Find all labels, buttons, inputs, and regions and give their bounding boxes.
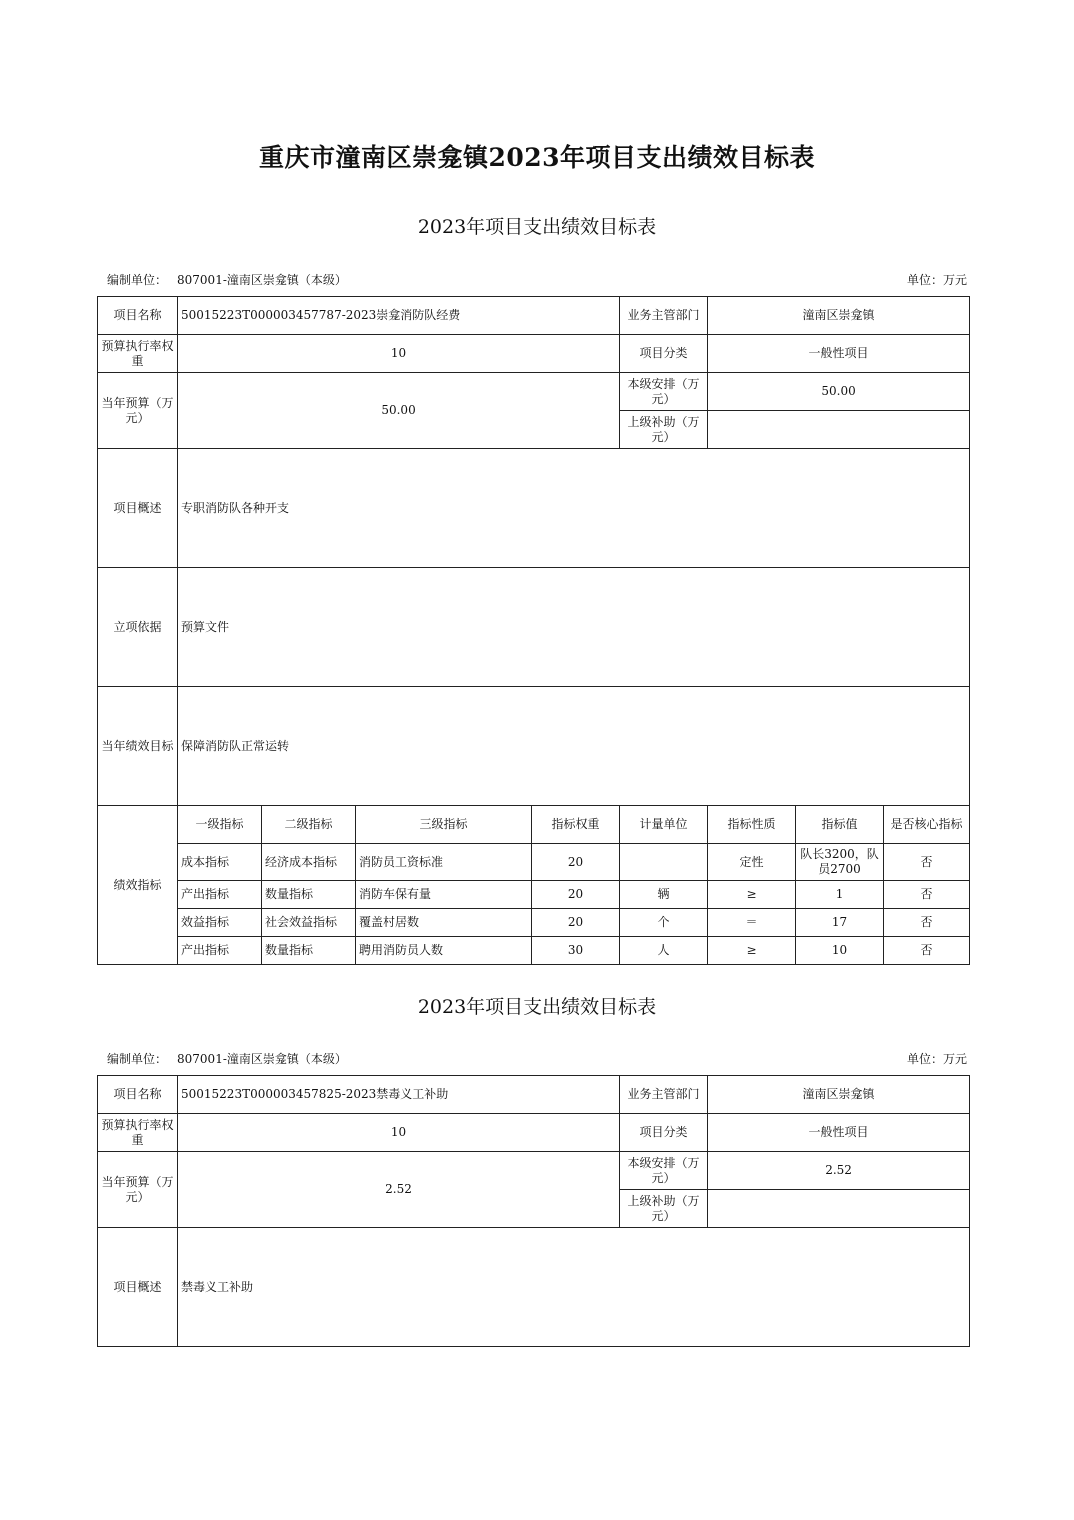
indicators-label: 绩效指标: [98, 806, 178, 965]
weight-label: 预算执行率权重: [98, 335, 178, 373]
goal: 保障消防队正常运转: [178, 687, 970, 806]
level2: 数量指标: [262, 881, 356, 909]
local-label: 本级安排（万元）: [620, 373, 708, 411]
indicator-value: 17: [796, 909, 884, 937]
indicator-row: [98, 881, 970, 909]
category: 一般性项目: [708, 335, 970, 373]
category-label: 项目分类: [620, 1114, 708, 1152]
level3: 消防员工资标准: [356, 844, 532, 881]
money-unit: 单位：万元: [906, 1052, 967, 1066]
dept-label: 业务主管部门: [620, 297, 708, 335]
measure-unit: [620, 844, 708, 881]
nature: ≥: [708, 937, 796, 965]
level1: 产出指标: [178, 881, 262, 909]
upper-label: 上级补助（万元）: [620, 1190, 708, 1228]
dept: 潼南区崇龛镇: [708, 1076, 970, 1114]
category: 一般性项目: [708, 1114, 970, 1152]
local: 2.52: [708, 1152, 970, 1190]
measure-unit: 辆: [620, 881, 708, 909]
project-name: 50015223T000003457787-2023崇龛消防队经费: [178, 297, 620, 335]
level2: 经济成本指标: [262, 844, 356, 881]
indicator-row: [98, 909, 970, 937]
unit-value: 807001-潼南区崇龛镇（本级）: [177, 1052, 347, 1066]
measure-unit: 个: [620, 909, 708, 937]
project-name-label: 项目名称: [98, 297, 178, 335]
upper: [708, 1190, 970, 1228]
meta-row: [107, 271, 967, 288]
weight-value: 20: [532, 844, 620, 881]
level3: 消防车保有量: [356, 881, 532, 909]
unit-value: 807001-潼南区崇龛镇（本级）: [177, 273, 347, 287]
dept-label: 业务主管部门: [620, 1076, 708, 1114]
indicator-row: [98, 844, 970, 881]
indicator-header: 二级指标: [262, 806, 356, 844]
indicator-header: 一级指标: [178, 806, 262, 844]
section-title: 2023年项目支出绩效目标表: [417, 216, 657, 238]
overview-label: 项目概述: [98, 1228, 178, 1347]
weight: 10: [178, 335, 620, 373]
nature: 定性: [708, 844, 796, 881]
budget-label: 当年预算（万元）: [98, 373, 178, 449]
overview: 专职消防队各种开支: [178, 449, 970, 568]
dept: 潼南区崇龛镇: [708, 297, 970, 335]
unit-label: 编制单位：: [107, 273, 168, 287]
budget: 50.00: [178, 373, 620, 449]
category-label: 项目分类: [620, 335, 708, 373]
indicator-row: [98, 937, 970, 965]
nature: ＝: [708, 909, 796, 937]
indicator-value: 10: [796, 937, 884, 965]
is-core: 否: [884, 909, 970, 937]
is-core: 否: [884, 844, 970, 881]
unit-label: 编制单位：: [107, 1052, 168, 1066]
weight-value: 20: [532, 881, 620, 909]
level1: 效益指标: [178, 909, 262, 937]
goal-label: 当年绩效目标: [98, 687, 178, 806]
budget: 2.52: [178, 1152, 620, 1228]
indicator-header: 三级指标: [356, 806, 532, 844]
indicator-value: 队长3200，队员2700: [796, 844, 884, 881]
local-label: 本级安排（万元）: [620, 1152, 708, 1190]
overview-label: 项目概述: [98, 449, 178, 568]
nature: ≥: [708, 881, 796, 909]
page-title: 重庆市潼南区崇龛镇2023年项目支出绩效目标表: [258, 143, 816, 172]
project-name: 50015223T000003457825-2023禁毒义工补助: [178, 1076, 620, 1114]
weight-value: 20: [532, 909, 620, 937]
indicator-header: 指标性质: [708, 806, 796, 844]
form-table: [97, 296, 970, 965]
upper: [708, 411, 970, 449]
is-core: 否: [884, 881, 970, 909]
level2: 数量指标: [262, 937, 356, 965]
is-core: 否: [884, 937, 970, 965]
budget-label: 当年预算（万元）: [98, 1152, 178, 1228]
measure-unit: 人: [620, 937, 708, 965]
basis-label: 立项依据: [98, 568, 178, 687]
level3: 覆盖村居数: [356, 909, 532, 937]
meta-row: [107, 1050, 967, 1067]
local: 50.00: [708, 373, 970, 411]
level3: 聘用消防员人数: [356, 937, 532, 965]
weight-value: 30: [532, 937, 620, 965]
indicator-header: 指标权重: [532, 806, 620, 844]
level1: 产出指标: [178, 937, 262, 965]
weight: 10: [178, 1114, 620, 1152]
form-table: [97, 1075, 970, 1347]
section-title: 2023年项目支出绩效目标表: [417, 996, 657, 1018]
indicator-value: 1: [796, 881, 884, 909]
indicator-header: 计量单位: [620, 806, 708, 844]
upper-label: 上级补助（万元）: [620, 411, 708, 449]
level2: 社会效益指标: [262, 909, 356, 937]
overview: 禁毒义工补助: [178, 1228, 970, 1347]
level1: 成本指标: [178, 844, 262, 881]
weight-label: 预算执行率权重: [98, 1114, 178, 1152]
project-name-label: 项目名称: [98, 1076, 178, 1114]
basis: 预算文件: [178, 568, 970, 687]
indicator-header: 是否核心指标: [884, 806, 970, 844]
money-unit: 单位：万元: [906, 273, 967, 287]
indicator-header: 指标值: [796, 806, 884, 844]
